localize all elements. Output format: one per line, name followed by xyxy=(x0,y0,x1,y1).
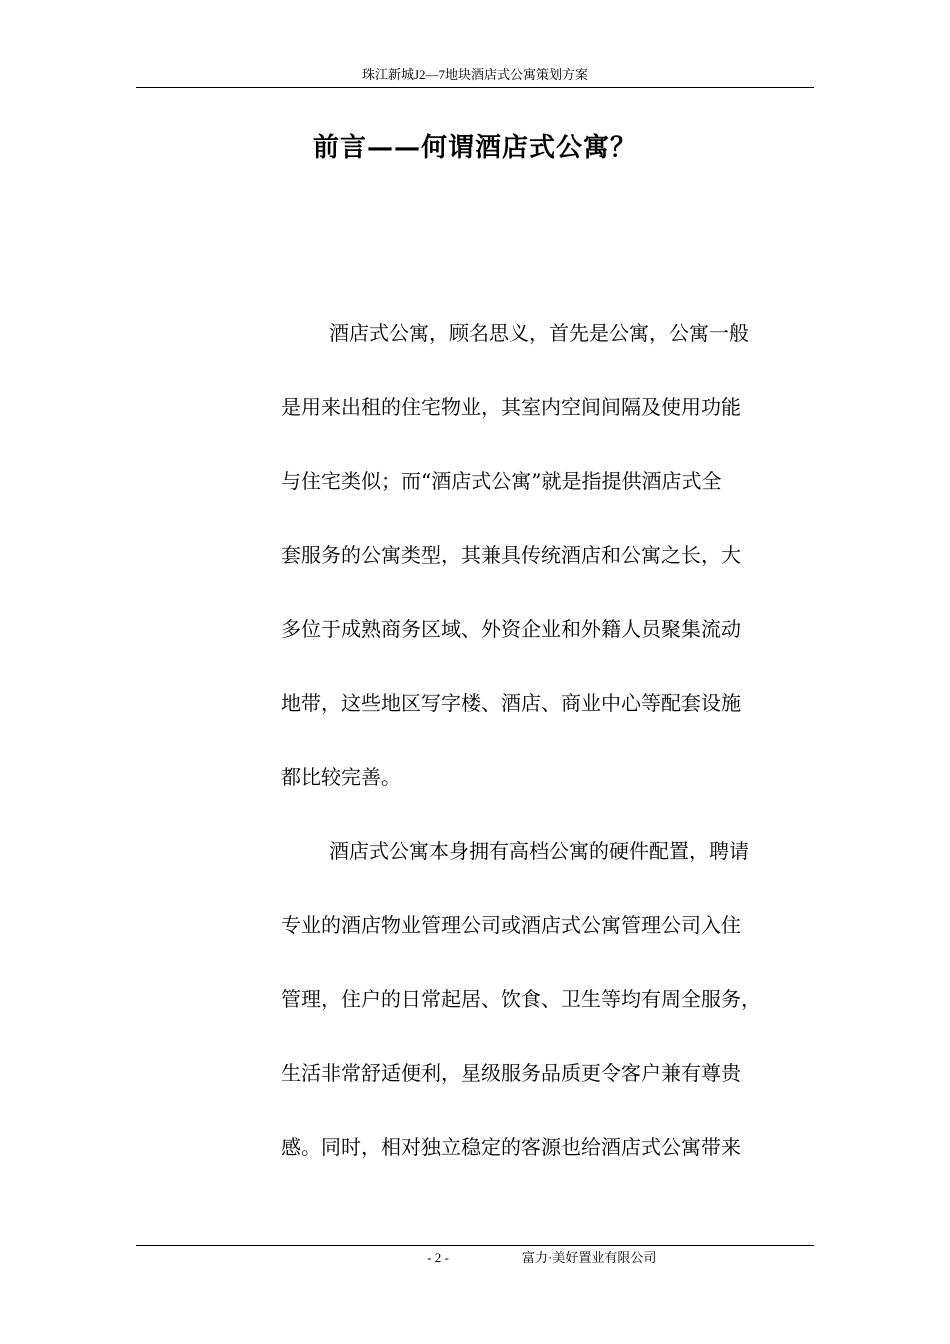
text-line: 与住宅类似；而“酒店式公寓”就是指提供酒店式全 xyxy=(281,469,722,493)
text-line: 生活非常舒适便利，星级服务品质更令客户兼有尊贵 xyxy=(281,1061,741,1085)
text-line: 地带，这些地区写字楼、酒店、商业中心等配套设施 xyxy=(281,691,741,715)
text-line: 专业的酒店物业管理公司或酒店式公寓管理公司入住 xyxy=(281,913,741,937)
text-line: 套服务的公寓类型，其兼具传统酒店和公寓之长，大 xyxy=(281,543,741,567)
footer-company: 富力·美好置业有限公司 xyxy=(522,1250,657,1265)
footer-divider xyxy=(136,1245,814,1246)
text-line: 酒店式公寓本身拥有高档公寓的硬件配置，聘请 xyxy=(329,839,749,863)
text-line: 酒店式公寓，顾名思义，首先是公寓，公寓一般 xyxy=(329,321,749,345)
text-line: 都比较完善。 xyxy=(281,765,401,789)
paragraph-1 xyxy=(281,296,821,814)
page-title: 前言——何谓酒店式公寓？ xyxy=(312,133,637,163)
text-line: 感。同时，相对独立稳定的客源也给酒店式公寓带来 xyxy=(281,1135,741,1159)
text-line: 多位于成熟商务区域、外资企业和外籍人员聚集流动 xyxy=(281,617,741,641)
page-number: - 2 - xyxy=(427,1250,449,1265)
header-divider xyxy=(136,87,814,88)
text-line: 管理，住户的日常起居、饮食、卫生等均有周全服务， xyxy=(281,987,761,1011)
running-header: 珠江新城J2—7地块酒店式公寓策划方案 xyxy=(361,67,589,82)
text-line: 是用来出租的住宅物业，其室内空间间隔及使用功能 xyxy=(281,395,741,419)
paragraph-2 xyxy=(281,814,821,1184)
body-text xyxy=(281,296,821,1184)
